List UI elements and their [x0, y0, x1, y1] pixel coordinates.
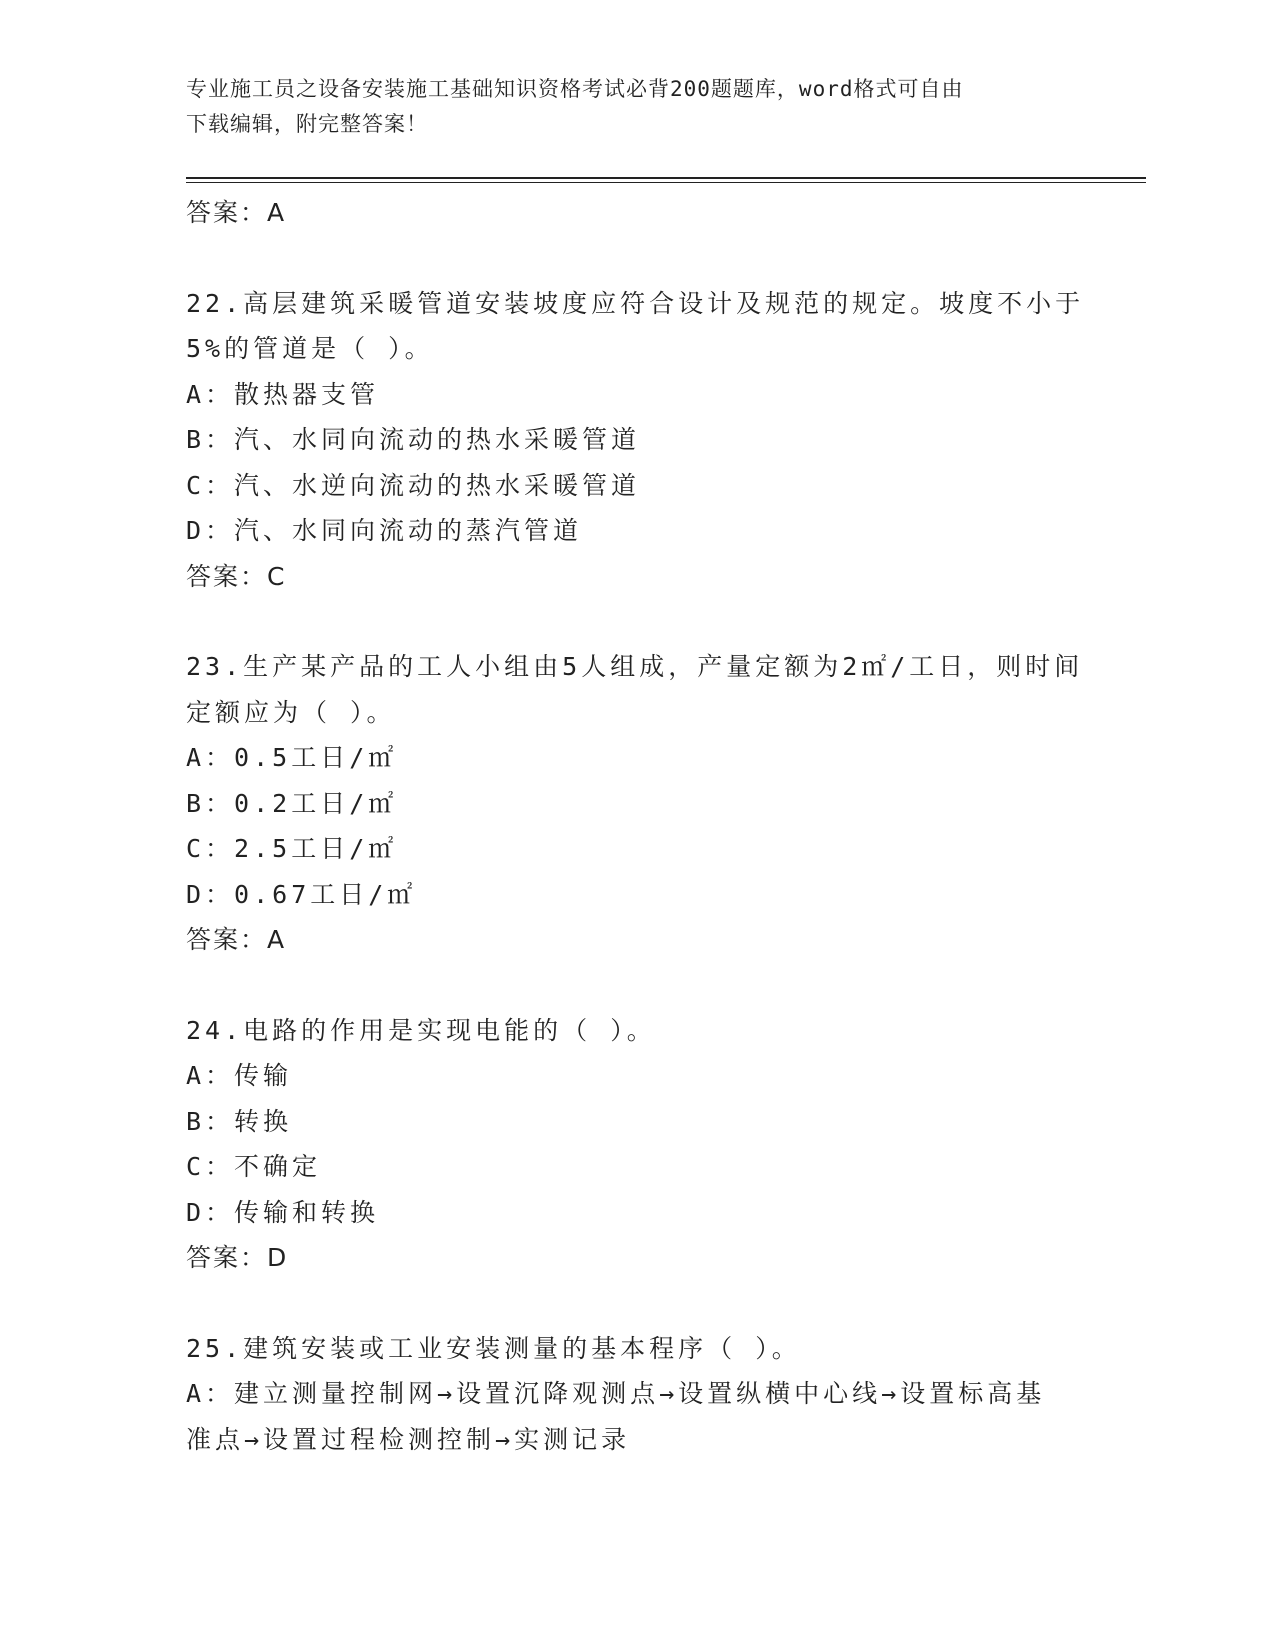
- answer: 答案：C: [186, 561, 287, 591]
- option-b: B：转换: [186, 1106, 293, 1136]
- option-c: C：汽、水逆向流动的热水采暖管道: [186, 470, 641, 500]
- answer: 答案：D: [186, 1243, 289, 1272]
- question-block: [186, 644, 1086, 963]
- option-c: C：2.5工日/㎡: [186, 834, 398, 863]
- option-a: A：传输: [186, 1061, 293, 1090]
- question-stem: 24.电路的作用是实现电能的（ ）。: [186, 1015, 656, 1045]
- header-line-2: 下载编辑，附完整答案！: [186, 112, 428, 136]
- question-block: [186, 281, 1086, 600]
- page-header: [186, 72, 1086, 142]
- question-stem: 23.生产某产品的工人小组由5人组成，产量定额为2㎡/工日，则时间: [186, 652, 1084, 681]
- question-block: [186, 1326, 1086, 1463]
- option-b: B：0.2工日/㎡: [186, 788, 398, 818]
- option-d: D：传输和转换: [186, 1197, 380, 1227]
- question-block: [186, 1008, 1086, 1281]
- option-b: B：汽、水同向流动的热水采暖管道: [186, 425, 641, 454]
- option-c: C：不确定: [186, 1152, 322, 1181]
- answer: 答案：A: [186, 925, 287, 954]
- question-list: [186, 190, 1086, 1462]
- header-line-1: 专业施工员之设备安装施工基础知识资格考试必背200题题库，word格式可自由: [186, 77, 964, 101]
- option-d: D：0.67工日/㎡: [186, 879, 417, 909]
- option-d: D：汽、水同向流动的蒸汽管道: [186, 516, 583, 545]
- option-a: A：散热器支管: [186, 379, 380, 409]
- header-divider-thick: [186, 177, 1146, 179]
- question-stem: 5%的管道是（ ）。: [186, 334, 434, 363]
- question-stem: 22.高层建筑采暖管道安装坡度应符合设计及规范的规定。坡度不小于: [186, 288, 1085, 318]
- question-stem: 25.建筑安装或工业安装测量的基本程序（ ）。: [186, 1333, 801, 1363]
- option-a: A：建立测量控制网→设置沉降观测点→设置纵横中心线→设置标高基: [186, 1379, 1046, 1408]
- option-a-continued: 准点→设置过程检测控制→实测记录: [186, 1424, 631, 1454]
- header-divider-thin: [186, 182, 1146, 183]
- previous-answer: 答案：A: [186, 198, 287, 227]
- option-a: A：0.5工日/㎡: [186, 743, 398, 772]
- question-stem: 定额应为（ ）。: [186, 697, 396, 727]
